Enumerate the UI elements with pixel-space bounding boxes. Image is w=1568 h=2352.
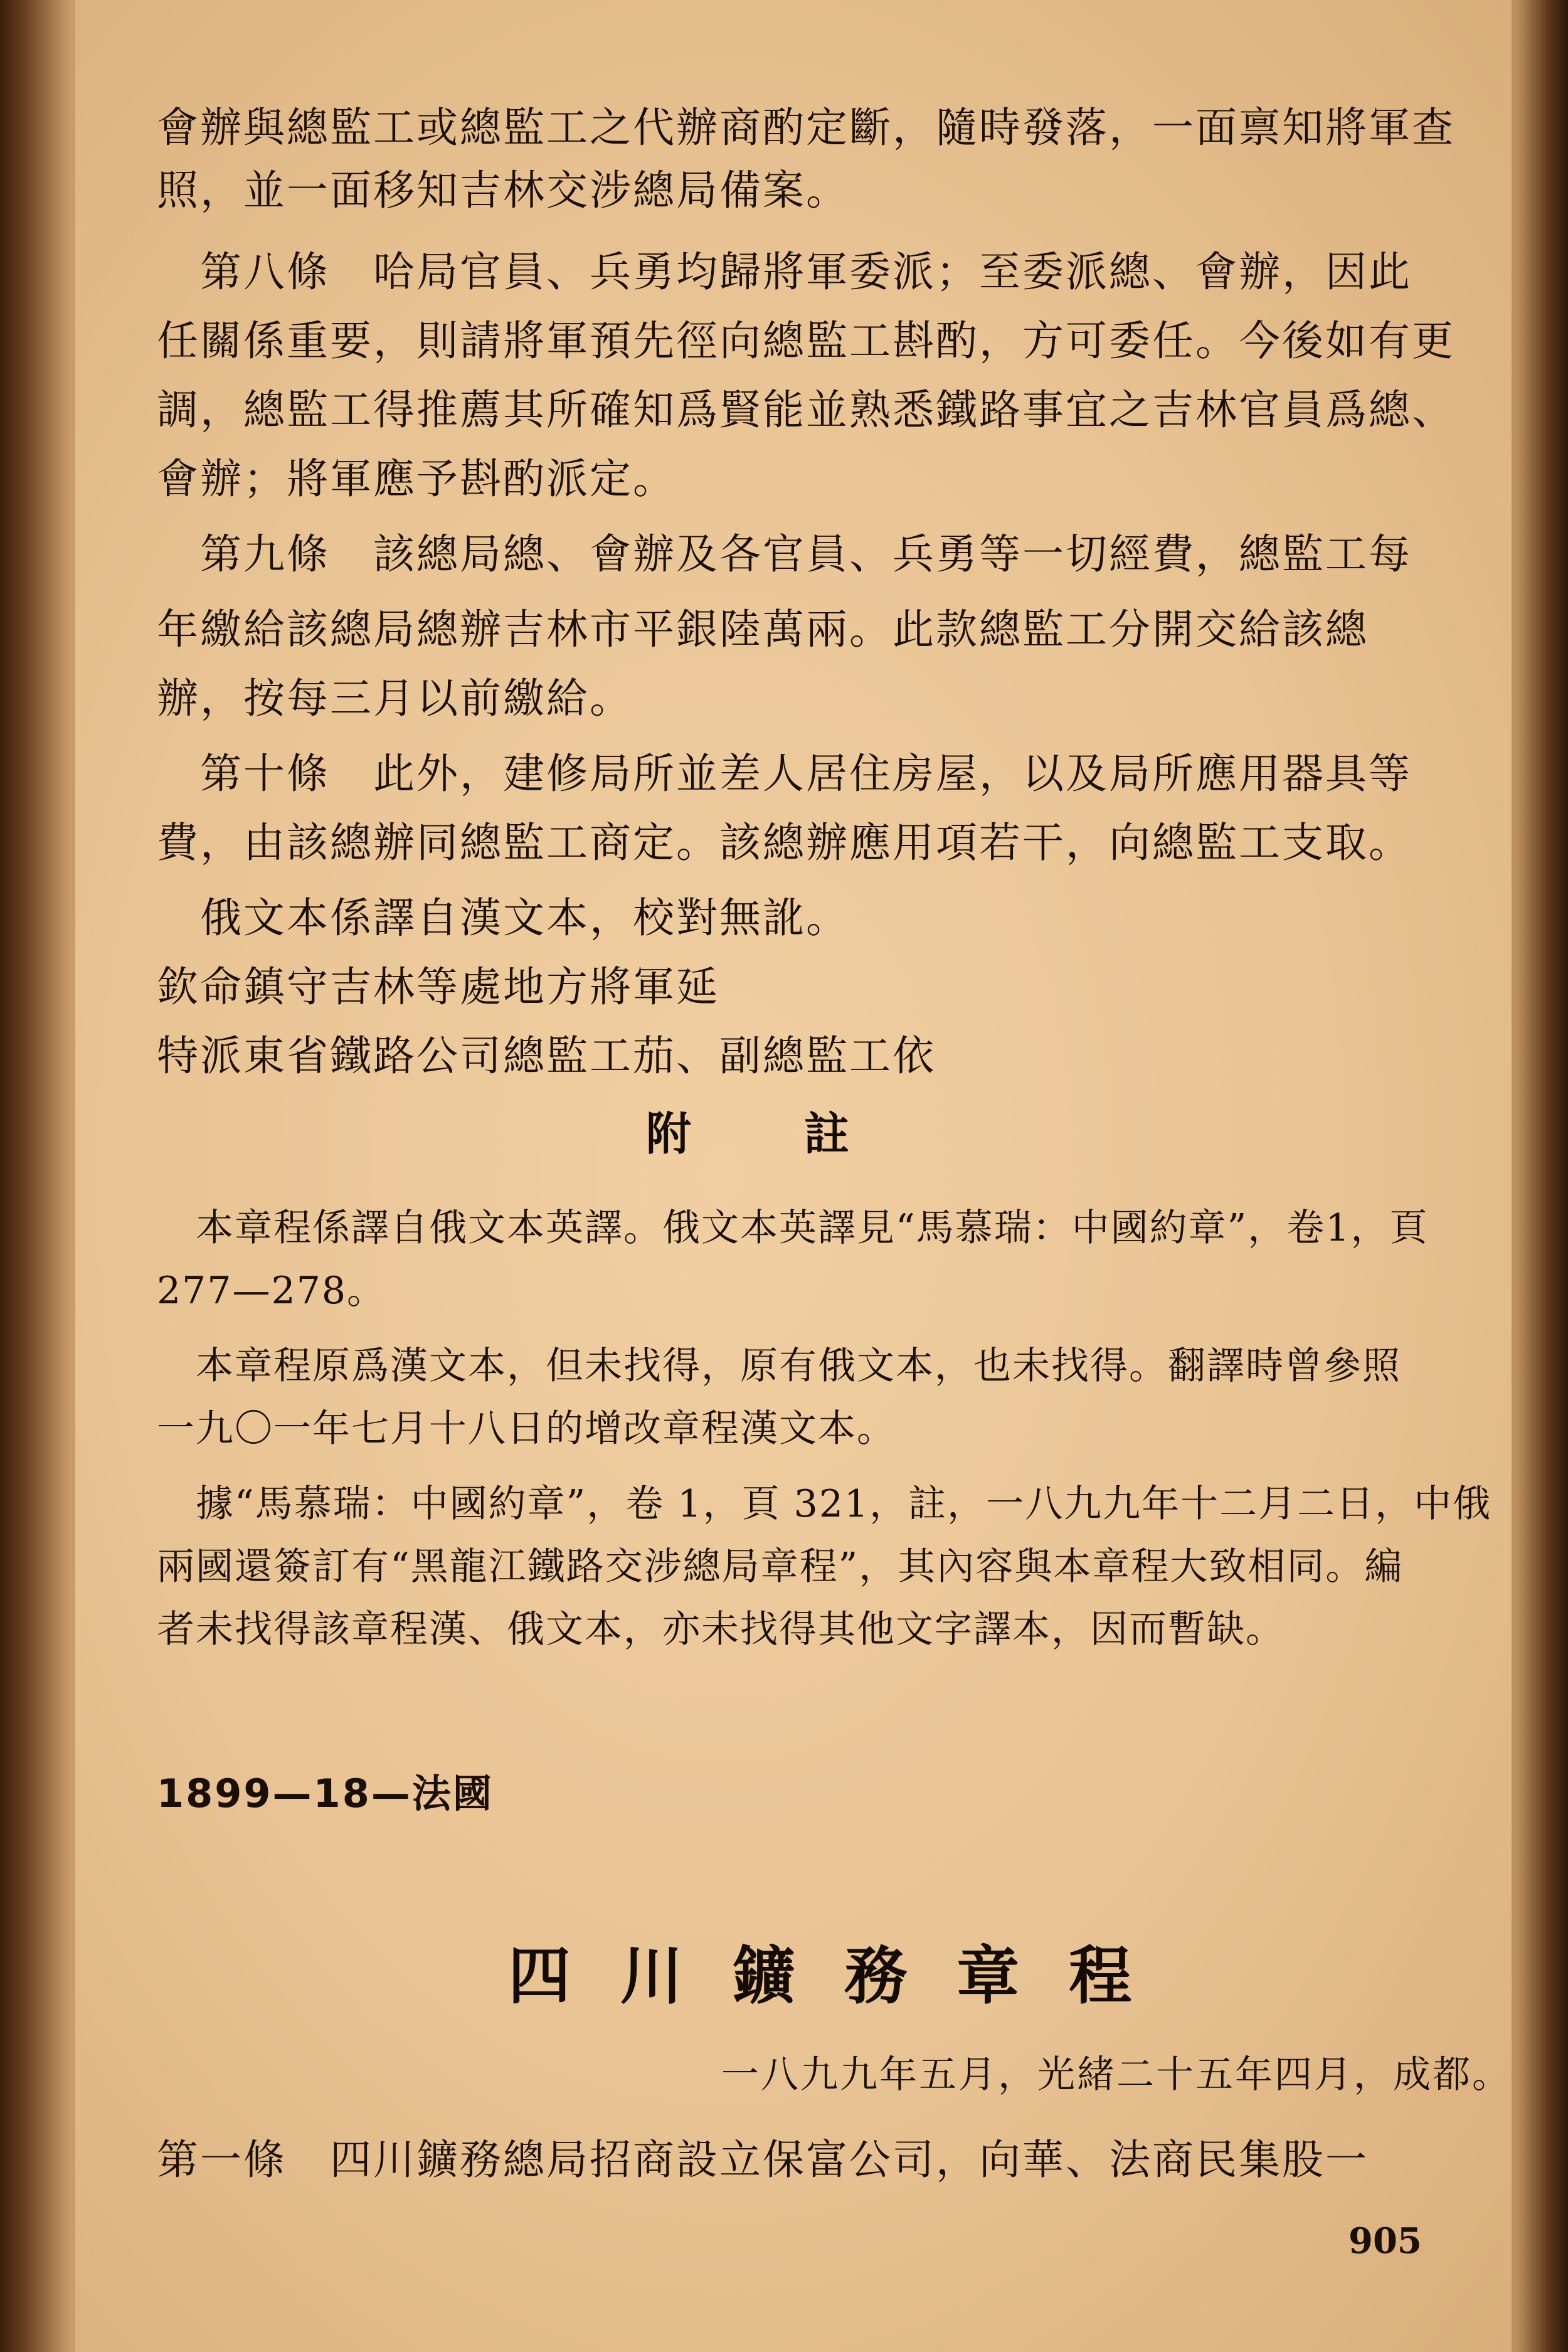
article-line: 第一條 四川鑛務總局招商設立保富公司，向華、法商民集股一 [157,2136,1369,2184]
note-line: 者未找得該章程漢、俄文本，亦未找得其他文字譯本，因而暫缺。 [157,1608,1285,1651]
body-line: 照，並一面移知吉林交涉總局備案。 [157,166,849,215]
page-number: 905 [1348,2220,1422,2262]
note-line: 一九〇一年七月十八日的增改章程漢文本。 [157,1407,896,1451]
body-line: 第九條 該總局總、會辦及各官員、兵勇等一切經費，總監工每 [157,530,1412,578]
body-line: 第八條 哈局官員、兵勇均歸將軍委派；至委派總、會辦，因此 [157,248,1412,296]
treaty-title: 四 川 鑛 務 章 程 [508,1939,1146,2013]
body-line: 俄文本係譯自漢文本，校對無訛。 [157,894,849,942]
treaty-reference: 1899—18—法國 [157,1771,494,1816]
body-line: 第十條 此外，建修局所並差人居住房屋，以及局所應用器具等 [157,750,1412,798]
body-line: 調，總監工得推薦其所確知爲賢能並熟悉鐵路事宜之吉林官員爲總、 [157,386,1455,434]
note-line: 本章程原爲漢文本，但未找得，原有俄文本，也未找得。翻譯時曾參照 [157,1344,1401,1388]
note-line: 277—278。 [157,1269,386,1313]
note-line: 本章程係譯自俄文本英譯。俄文本英譯見“馬慕瑞：中國約章”，卷1，頁 [157,1206,1429,1250]
note-line: 據“馬慕瑞：中國約章”，卷 1，頁 321，註，一八九九年十二月二日，中俄 [157,1482,1492,1526]
body-line: 辦，按每三月以前繳給。 [157,674,633,723]
notes-heading: 附 註 [646,1108,857,1160]
signature-line: 特派東省鐵路公司總監工茄、副總監工依 [157,1032,936,1080]
body-line: 任關係重要，則請將軍預先徑向總監工斟酌，方可委任。今後如有更 [157,317,1455,365]
body-line: 費，由該總辦同總監工商定。該總辦應用項若干，向總監工支取。 [157,818,1412,867]
body-line: 年繳給該總局總辦吉林市平銀陸萬兩。此款總監工分開交給該總 [157,605,1369,654]
signature-line: 欽命鎮守吉林等處地方將軍延 [157,963,719,1011]
note-line: 兩國還簽訂有“黑龍江鐵路交涉總局章程”，其內容與本章程大致相同。編 [157,1545,1404,1589]
book-page [75,0,1512,2352]
body-line: 會辦；將軍應予斟酌派定。 [157,455,676,503]
treaty-date: 一八九九年五月，光緒二十五年四月，成都。 [721,2053,1512,2097]
body-line: 會辦與總監工或總監工之代辦商酌定斷，隨時發落，一面禀知將軍查 [157,103,1455,152]
